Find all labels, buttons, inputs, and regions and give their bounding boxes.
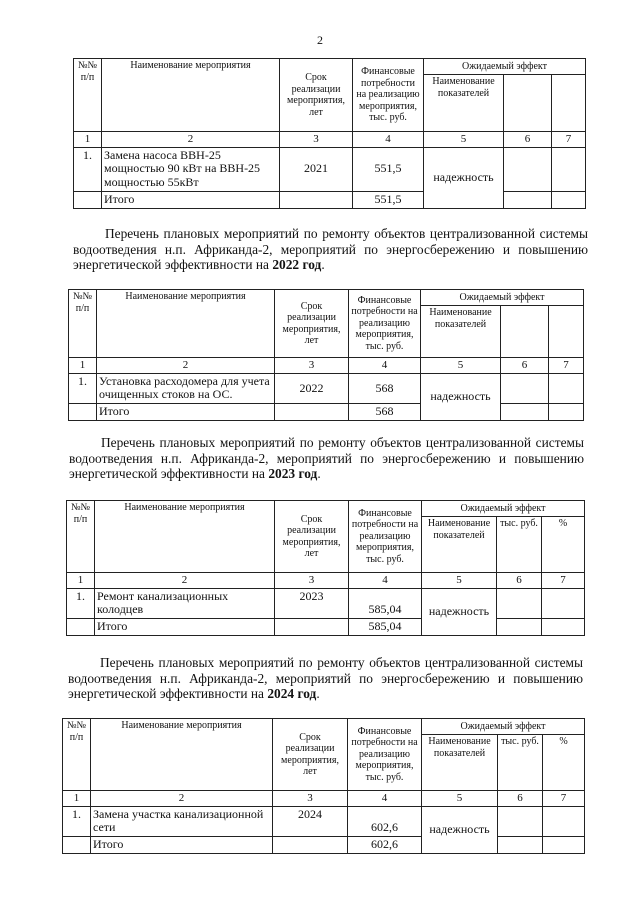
- col-number: 4: [353, 132, 424, 148]
- row-empty: [552, 147, 586, 191]
- col-number: 7: [552, 132, 586, 148]
- col-number: 7: [543, 791, 585, 807]
- row-name: Ремонт канализационных колодцев: [95, 588, 275, 619]
- header-finance: Финансовые потребности на реализацию мероприятия, тыс. руб.: [349, 290, 421, 358]
- measures-table-2024: [62, 718, 585, 854]
- col-number: 5: [424, 132, 504, 148]
- total-empty: [275, 404, 349, 421]
- row-finance: 551,5: [353, 147, 424, 191]
- header-rub: тыс. руб.: [497, 517, 542, 573]
- col-number: 3: [280, 132, 353, 148]
- intro-year: 2024 год: [267, 686, 317, 701]
- col-number: 6: [497, 573, 542, 589]
- col-number: 6: [498, 791, 543, 807]
- header-effect: Ожидаемый эффект: [421, 290, 584, 306]
- total-value: 585,04: [349, 619, 422, 636]
- col-number: 4: [349, 573, 422, 589]
- col-number: 1: [63, 791, 91, 807]
- row-num: 1.: [67, 588, 95, 619]
- header-pct: %: [542, 517, 585, 573]
- row-indicator: надежность: [422, 806, 498, 853]
- intro-paragraph-2024: Перечень плановых мероприятий по ремонту объектов централизованной системы водоотведения н.п. Африканда-2, мероприятий по энергосбережению и повышению энергетической эффективности на 2024 год.: [68, 655, 583, 701]
- total-empty: [543, 837, 585, 854]
- row-empty: [549, 373, 584, 404]
- total-value: 551,5: [353, 192, 424, 209]
- row-finance: 568: [349, 373, 421, 404]
- total-empty: [69, 404, 97, 421]
- row-empty: [498, 806, 543, 837]
- header-rub: тыс. руб.: [498, 735, 543, 791]
- header-indicator: Наименование показателей: [422, 517, 497, 573]
- total-value: 568: [349, 404, 421, 421]
- header-pct: %: [543, 735, 585, 791]
- row-term: 2024: [273, 806, 348, 837]
- total-label: Итого: [95, 619, 275, 636]
- col-number: 5: [422, 791, 498, 807]
- row-num: 1.: [63, 806, 91, 837]
- row-empty: [501, 373, 549, 404]
- header-indicator: Наименование показателей: [421, 306, 501, 358]
- header-empty-7: [552, 75, 586, 132]
- header-effect: Ожидаемый эффект: [422, 501, 585, 517]
- col-number: 7: [542, 573, 585, 589]
- intro-paragraph-2023: Перечень плановых мероприятий по ремонту объектов централизованной системы водоотведения н.п. Африканда-2, мероприятий по энергосбережению и повышению энергетической эффективности на 2023 год.: [69, 435, 584, 481]
- header-name: Наименование мероприятия: [97, 290, 275, 358]
- total-label: Итого: [91, 837, 273, 854]
- header-term: Срок реализации мероприятия, лет: [275, 290, 349, 358]
- header-finance: Финансовые потребности на реализацию мероприятия, тыс. руб.: [353, 59, 424, 132]
- row-finance: 585,04: [349, 588, 422, 619]
- total-label: Итого: [97, 404, 275, 421]
- total-empty: [275, 619, 349, 636]
- col-number: 5: [422, 573, 497, 589]
- intro-year: 2022 год: [272, 257, 322, 272]
- row-indicator: надежность: [422, 588, 497, 635]
- header-name: Наименование мероприятия: [102, 59, 280, 132]
- col-number: 4: [349, 358, 421, 374]
- row-empty: [497, 588, 542, 619]
- col-number: 2: [91, 791, 273, 807]
- col-number: 2: [95, 573, 275, 589]
- row-num: 1.: [74, 147, 102, 191]
- intro-year: 2023 год: [268, 466, 318, 481]
- intro-text: Перечень плановых мероприятий по ремонту объектов централизованной системы водоотведения н.п. Африканда-2, мероприятий по энергосбережению и повышению энергетической эффективности на: [73, 226, 588, 272]
- col-number: 3: [275, 358, 349, 374]
- col-number: 1: [69, 358, 97, 374]
- row-num: 1.: [69, 373, 97, 404]
- total-empty: [63, 837, 91, 854]
- total-empty: [552, 192, 586, 209]
- row-indicator: надежность: [421, 373, 501, 420]
- row-indicator: надежность: [424, 147, 504, 208]
- row-empty: [504, 147, 552, 191]
- measures-table-2022: [68, 289, 584, 421]
- header-indicator: Наименование показателей: [422, 735, 498, 791]
- col-number: 7: [549, 358, 584, 374]
- intro-text: Перечень плановых мероприятий по ремонту объектов централизованной системы водоотведения н.п. Африканда-2, мероприятий по энергосбережению и повышению энергетической эффективности на: [69, 435, 584, 481]
- col-number: 1: [67, 573, 95, 589]
- row-term: 2021: [280, 147, 353, 191]
- header-indicator: Наименование показателей: [424, 75, 504, 132]
- total-empty: [67, 619, 95, 636]
- total-empty: [280, 192, 353, 209]
- row-finance: 602,6: [348, 806, 422, 837]
- total-empty: [497, 619, 542, 636]
- col-number: 2: [97, 358, 275, 374]
- row-name: Установка расходомера для учета очищенных стоков на ОС.: [97, 373, 275, 404]
- row-empty: [543, 806, 585, 837]
- total-empty: [549, 404, 584, 421]
- col-number: 3: [273, 791, 348, 807]
- header-num: №№ п/п: [67, 501, 95, 573]
- header-term: Срок реализации мероприятия, лет: [273, 719, 348, 791]
- total-empty: [504, 192, 552, 209]
- header-name: Наименование мероприятия: [91, 719, 273, 791]
- header-term: Срок реализации мероприятия, лет: [280, 59, 353, 132]
- row-term: 2023: [275, 588, 349, 619]
- total-empty: [501, 404, 549, 421]
- total-empty: [542, 619, 585, 636]
- header-name: Наименование мероприятия: [95, 501, 275, 573]
- row-name: Замена насоса ВВН-25 мощностью 90 кВт на ВВН-25 мощностью 55кВт: [102, 147, 280, 191]
- header-effect: Ожидаемый эффект: [424, 59, 586, 75]
- col-number: 2: [102, 132, 280, 148]
- total-empty: [498, 837, 543, 854]
- col-number: 4: [348, 791, 422, 807]
- col-number: 6: [501, 358, 549, 374]
- header-empty-7: [549, 306, 584, 358]
- measures-table-2023: [66, 500, 585, 636]
- header-finance: Финансовые потребности на реализацию мероприятия, тыс. руб.: [349, 501, 422, 573]
- total-value: 602,6: [348, 837, 422, 854]
- measures-table-2021: [73, 58, 586, 209]
- row-name: Замена участка канализационной сети: [91, 806, 273, 837]
- row-term: 2022: [275, 373, 349, 404]
- header-finance: Финансовые потребности на реализацию мероприятия, тыс. руб.: [348, 719, 422, 791]
- header-num: №№ п/п: [63, 719, 91, 791]
- header-term: Срок реализации мероприятия, лет: [275, 501, 349, 573]
- intro-text: Перечень плановых мероприятий по ремонту объектов централизованной системы водоотведения н.п. Африканда-2, мероприятий по энергосбережению и повышению энергетической эффективности на: [68, 655, 583, 701]
- header-empty-6: [501, 306, 549, 358]
- col-number: 6: [504, 132, 552, 148]
- header-empty-6: [504, 75, 552, 132]
- row-empty: [542, 588, 585, 619]
- header-num: №№ п/п: [69, 290, 97, 358]
- col-number: 1: [74, 132, 102, 148]
- intro-paragraph-2022: Перечень плановых мероприятий по ремонту объектов централизованной системы водоотведения н.п. Африканда-2, мероприятий по энергосбережению и повышению энергетической эффективности на 2022 год.: [73, 226, 588, 272]
- page-number: 2: [317, 33, 323, 47]
- total-label: Итого: [102, 192, 280, 209]
- total-empty: [74, 192, 102, 209]
- header-num: №№ п/п: [74, 59, 102, 132]
- header-effect: Ожидаемый эффект: [422, 719, 585, 735]
- col-number: 5: [421, 358, 501, 374]
- col-number: 3: [275, 573, 349, 589]
- total-empty: [273, 837, 348, 854]
